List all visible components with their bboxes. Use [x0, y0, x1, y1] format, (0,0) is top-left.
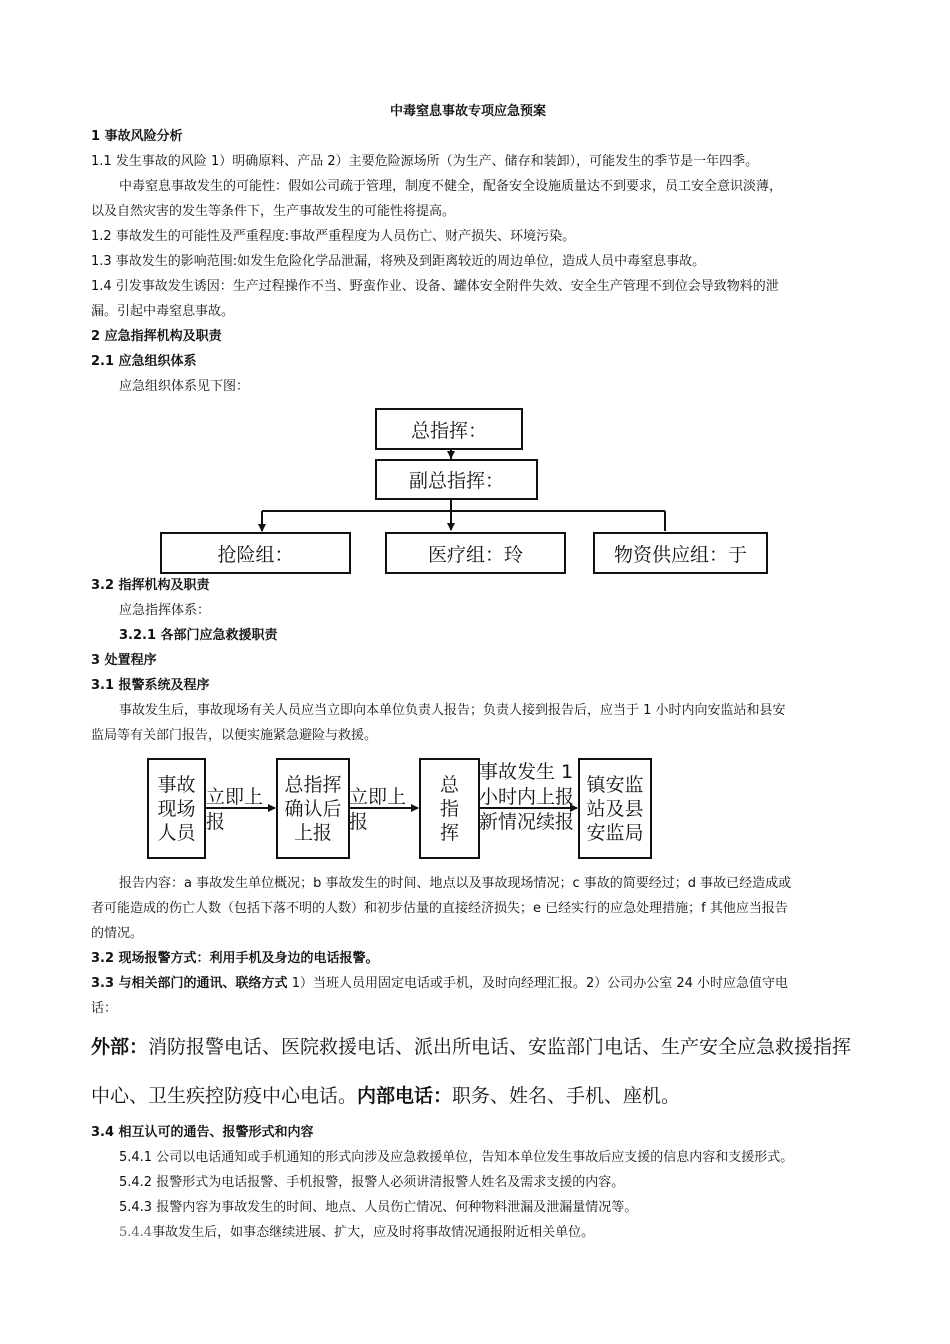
- section-3-1-heading: 3.1 报警系统及程序: [91, 678, 210, 693]
- section-3-2b-heading: 3.2 现场报警方式：利用手机及身边的电话报警。: [91, 951, 379, 966]
- org-group-rescue-box: [160, 532, 351, 574]
- flow-node-commander: 总 指 挥: [419, 758, 480, 859]
- external-label: 外部：: [91, 1036, 149, 1058]
- flow-node-safety-bureau: 镇安监 站及县 安监局: [578, 758, 652, 859]
- section-3-heading: 3 处置程序: [91, 653, 157, 668]
- document-title: 中毒窒息事故专项应急预案: [390, 104, 547, 119]
- external-phones-line1: [91, 1034, 851, 1060]
- org-commander-box: [375, 408, 523, 450]
- paragraph-1-3: 1.3 事故发生的影响范围:如发生危险化学品泄漏，将殃及到距离较近的周边单位，造成人员中毒窒息事故。: [91, 254, 706, 269]
- internal-text: 职务、姓名、手机、座机。: [452, 1085, 681, 1107]
- paragraph-3-1-line2: 监局等有关部门报告，以便实施紧急避险与救援。: [91, 728, 378, 743]
- section-3-2-heading: 3.2 指挥机构及职责: [91, 578, 210, 593]
- section-2-1-text: 应急组织体系见下图：: [119, 379, 250, 394]
- section-3-3-line2: 话：: [91, 1001, 118, 1016]
- paragraph-possibility-line1: 中毒窒息事故发生的可能性：假如公司疏于管理，制度不健全，配备安全设施质量达不到要求，员工安全意识淡薄，: [119, 179, 783, 194]
- flow-node-commander-confirm: 总指挥 确认后 上报: [276, 758, 350, 859]
- section-3-2-text: 应急指挥体系：: [119, 603, 211, 618]
- org-group-rescue-label: 抢险组：: [217, 543, 294, 566]
- section-3-3-heading: 3.3 与相关部门的通讯、联络方式: [91, 976, 288, 991]
- report-content-line3: 的情况。: [91, 926, 144, 941]
- section-3-4-heading: 3.4 相互认可的通告、报警形式和内容: [91, 1125, 314, 1140]
- paragraph-1-2: 1.2 事故发生的可能性及严重程度:事故严重程度为人员伤亡、财产损失、环境污染。: [91, 229, 576, 244]
- paragraph-1-1: 1.1 发生事故的风险 1）明确原料、产品 2）主要危险源场所（为生产、储存和装卸），可能发生的季节是一年四季。: [91, 154, 759, 169]
- paragraph-5-4-1: 5.4.1 公司以电话通知或手机通知的形式向涉及应急救援单位，告知本单位发生事故后应支援的信息内容和支援形式。: [119, 1150, 794, 1165]
- paragraph-1-4-line1: 1.4 引发事故发生诱因：生产过程操作不当、野蛮作业、设备、罐体安全附件失效、安全生产管理不到位会导致物料的泄: [91, 279, 779, 294]
- flow-arrow-label-3: 事故发生 1 小时内上报 新情况续报: [479, 761, 575, 833]
- org-deputy-label: 副总指挥：: [408, 470, 504, 492]
- flow-node-scene-personnel: 事故 现场 人员: [147, 758, 206, 859]
- paragraph-5-4-4: [119, 1224, 594, 1242]
- section-1-heading: 1 事故风险分析: [91, 129, 183, 144]
- section-2-1-heading: 2.1 应急组织体系: [91, 354, 197, 369]
- org-group-medical-box: [385, 532, 566, 574]
- report-content-line1: 报告内容：a 事故发生单位概况；b 事故发生的时间、地点以及事故现场情况；c 事故的简要经过；d 事故已经造成或: [119, 876, 792, 891]
- flow-arrow-label-2: 立即上 报: [349, 786, 407, 833]
- section-3-2-1-heading: 3.2.1 各部门应急救援职责: [119, 628, 278, 643]
- flow-arrow-label-1: 立即上 报: [206, 786, 264, 833]
- section-3-3-text: 1）当班人员用固定电话或手机，及时向经理汇报。2）公司办公室 24 小时应急值守电: [291, 976, 789, 991]
- paragraph-5-4-4-text: 事故发生后，如事态继续进展、扩大，应及时将事故情况通报附近相关单位。: [152, 1225, 595, 1240]
- report-content-line2: 者可能造成的伤亡人数（包括下落不明的人数）和初步估量的直接经济损失；e 已经实行的应急处理措施；f 其他应当报告: [91, 901, 788, 916]
- paragraph-5-4-4-number: 5.4.4: [119, 1225, 153, 1240]
- section-2-heading: 2 应急指挥机构及职责: [91, 329, 222, 344]
- external-phones-line2: [91, 1083, 680, 1109]
- paragraph-3-1-line1: 事故发生后，事故现场有关人员应当立即向本单位负责人报告；负责人接到报告后，应当于 1 小时内向安监站和县安: [119, 703, 786, 718]
- org-deputy-box: [375, 459, 538, 500]
- external-text: 消防报警电话、医院救援电话、派出所电话、安监部门电话、生产安全应急救援指挥: [148, 1036, 852, 1058]
- paragraph-possibility-line2: 以及自然灾害的发生等条件下，生产事故发生的可能性将提高。: [91, 204, 456, 219]
- external-text-2: 中心、卫生疾控防疫中心电话。: [91, 1085, 358, 1107]
- org-commander-label: 总指挥：: [410, 419, 487, 442]
- paragraph-5-4-2: 5.4.2 报警形式为电话报警、手机报警，报警人必须讲清报警人姓名及需求支援的内容。: [119, 1175, 625, 1190]
- paragraph-1-4-line2: 漏。引起中毒窒息事故。: [91, 304, 235, 319]
- section-3-3-line1: [91, 975, 788, 993]
- org-group-supply-box: [593, 532, 768, 574]
- org-group-medical-label: 医疗组：玲: [427, 543, 523, 566]
- paragraph-5-4-3: 5.4.3 报警内容为事故发生的时间、地点、人员伤亡情况、何种物料泄漏及泄漏量情况等。: [119, 1200, 638, 1215]
- internal-label: 内部电话：: [357, 1085, 453, 1107]
- org-group-supply-label: 物资供应组：于: [613, 543, 747, 566]
